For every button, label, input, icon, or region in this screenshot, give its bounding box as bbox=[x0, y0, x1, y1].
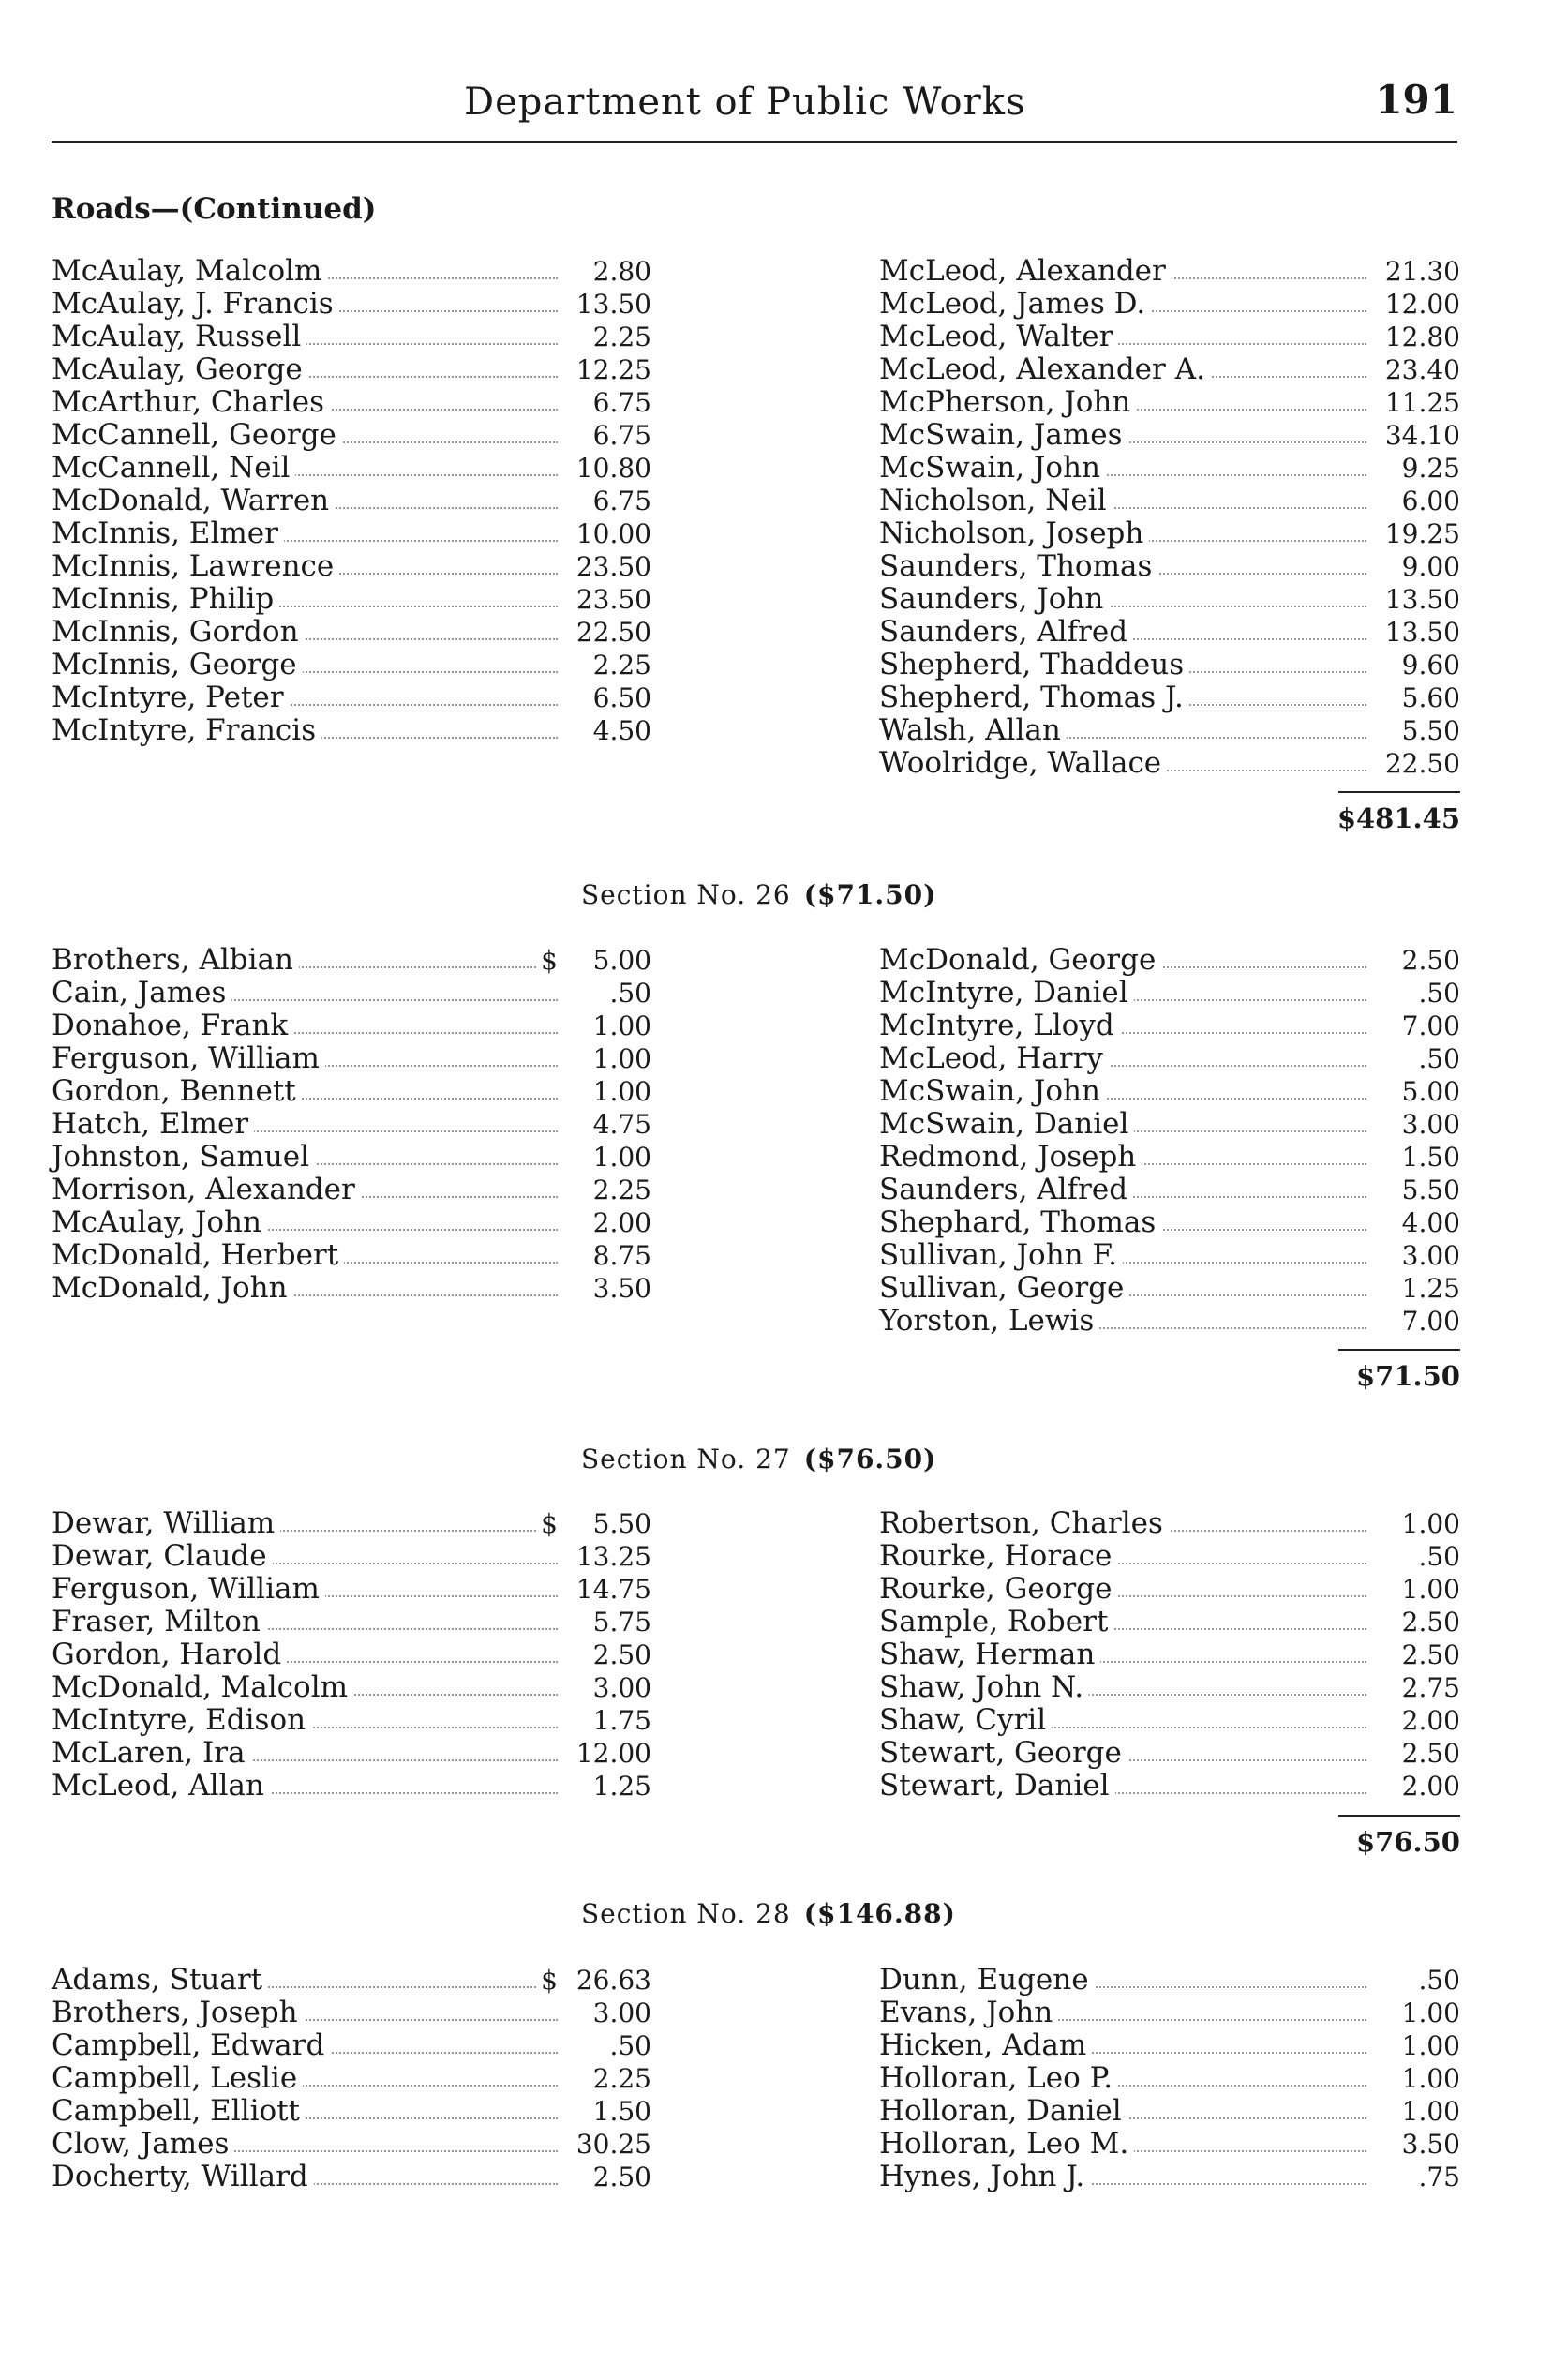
payee-name: McInnis, Lawrence bbox=[52, 550, 339, 583]
ledger-row bbox=[879, 1507, 1460, 1540]
section-28-amount: ($146.88) bbox=[803, 1898, 956, 1929]
section-26-label: Section No. 26 bbox=[581, 879, 791, 910]
ledger-row bbox=[879, 1010, 1460, 1042]
roads-heading: Roads—(Continued) bbox=[52, 192, 377, 226]
ledger-row bbox=[879, 1671, 1460, 1704]
payee-name: Donahoe, Frank bbox=[52, 1010, 293, 1042]
payment-amount: 2.25 bbox=[592, 650, 651, 681]
roads-total: $481.45 bbox=[1337, 802, 1460, 834]
payee-name: Shepherd, Thaddeus bbox=[879, 649, 1189, 681]
section-27-left-column bbox=[52, 1507, 651, 1803]
ledger-row bbox=[879, 944, 1460, 977]
ledger-row bbox=[52, 1997, 651, 2029]
payment-amount: 3.00 bbox=[1401, 1109, 1460, 1140]
ledger-row bbox=[52, 321, 651, 353]
ledger-row bbox=[52, 1573, 651, 1606]
payee-name: Ferguson, William bbox=[52, 1042, 325, 1075]
ledger-row bbox=[879, 353, 1460, 386]
dollar-sign: $ bbox=[537, 1964, 558, 1997]
payee-name: McAulay, Malcolm bbox=[52, 255, 327, 288]
ledger-row bbox=[52, 681, 651, 714]
payee-name: Woolridge, Wallace bbox=[879, 747, 1167, 780]
payment-amount: 1.00 bbox=[1401, 2063, 1460, 2094]
payment-amount: .50 bbox=[609, 2030, 651, 2061]
payment-amount: .50 bbox=[1418, 1043, 1460, 1074]
payment-amount: 11.25 bbox=[1384, 387, 1460, 418]
payment-amount: 9.00 bbox=[1401, 551, 1460, 582]
payee-name: Shepherd, Thomas J. bbox=[879, 681, 1189, 714]
page-number: 191 bbox=[1375, 77, 1457, 123]
ledger-row bbox=[52, 2161, 651, 2193]
payment-amount: 1.25 bbox=[1401, 1273, 1460, 1304]
payment-amount: 3.50 bbox=[592, 1273, 651, 1304]
ledger-row bbox=[879, 1770, 1460, 1803]
ledger-row bbox=[879, 485, 1460, 517]
payment-amount: 12.80 bbox=[1384, 322, 1460, 352]
payment-amount: 19.25 bbox=[1384, 518, 1460, 549]
ledger-row bbox=[879, 2128, 1460, 2161]
payment-amount: 30.25 bbox=[575, 2129, 651, 2160]
ledger-row bbox=[879, 419, 1460, 452]
payment-amount: 4.00 bbox=[1401, 1207, 1460, 1238]
ledger-row bbox=[52, 386, 651, 419]
payee-name: Shaw, Cyril bbox=[879, 1704, 1052, 1737]
total-rule bbox=[1338, 1349, 1460, 1351]
payee-name: Sample, Robert bbox=[879, 1606, 1113, 1638]
payee-name: McAulay, J. Francis bbox=[52, 288, 339, 321]
ledger-row bbox=[52, 1638, 651, 1671]
payment-amount: 5.00 bbox=[592, 945, 651, 976]
payee-name: McDonald, Warren bbox=[52, 485, 335, 517]
ledger-row bbox=[52, 1964, 651, 1997]
payment-amount: 1.00 bbox=[1401, 2030, 1460, 2061]
ledger-row bbox=[52, 1174, 651, 1206]
payment-amount: 26.63 bbox=[575, 1965, 651, 1996]
ledger-row bbox=[52, 649, 651, 681]
ledger-row bbox=[52, 517, 651, 550]
ledger-row bbox=[879, 1206, 1460, 1239]
payee-name: Yorston, Lewis bbox=[879, 1305, 1099, 1338]
ledger-row bbox=[879, 1540, 1460, 1573]
payee-name: Saunders, John bbox=[879, 583, 1109, 616]
payment-amount: 5.50 bbox=[592, 1508, 651, 1539]
payee-name: McAulay, George bbox=[52, 353, 308, 386]
payee-name: Hynes, John J. bbox=[879, 2161, 1090, 2193]
payee-name: Gordon, Harold bbox=[52, 1638, 287, 1671]
ledger-row bbox=[879, 255, 1460, 288]
payee-name: Brothers, Joseph bbox=[52, 1997, 304, 2029]
payee-name: McLeod, Alexander A. bbox=[879, 353, 1211, 386]
ledger-row bbox=[879, 2029, 1460, 2062]
payment-amount: 2.50 bbox=[592, 2162, 651, 2192]
total-rule bbox=[1338, 1815, 1460, 1817]
payee-name: Brothers, Albian bbox=[52, 944, 299, 977]
page-title: Department of Public Works bbox=[464, 81, 1026, 124]
payment-amount: 13.50 bbox=[1384, 617, 1460, 648]
ledger-row bbox=[52, 1075, 651, 1108]
payee-name: Holloran, Leo P. bbox=[879, 2062, 1118, 2095]
section-26-total: $71.50 bbox=[1356, 1360, 1460, 1392]
ledger-row bbox=[52, 353, 651, 386]
ledger-row bbox=[879, 1573, 1460, 1606]
ledger-row bbox=[879, 1638, 1460, 1671]
dollar-sign: $ bbox=[537, 944, 558, 977]
payee-name: Shephard, Thomas bbox=[879, 1206, 1161, 1239]
payee-name: Fraser, Milton bbox=[52, 1606, 266, 1638]
ledger-row bbox=[52, 1507, 651, 1540]
payee-name: Rourke, Horace bbox=[879, 1540, 1117, 1573]
ledger-row bbox=[52, 1042, 651, 1075]
payee-name: Stewart, George bbox=[879, 1737, 1127, 1770]
payee-name: McInnis, Philip bbox=[52, 583, 279, 616]
payee-name: McIntyre, Francis bbox=[52, 714, 321, 747]
payment-amount: 21.30 bbox=[1384, 256, 1460, 287]
payment-amount: 13.25 bbox=[575, 1541, 651, 1572]
payment-amount: 1.00 bbox=[1401, 1574, 1460, 1605]
payment-amount: 1.25 bbox=[592, 1771, 651, 1802]
payment-amount: 1.00 bbox=[592, 1076, 651, 1107]
section-26-amount: ($71.50) bbox=[803, 879, 937, 910]
payment-amount: 2.00 bbox=[1401, 1705, 1460, 1736]
payment-amount: .50 bbox=[1418, 1965, 1460, 1996]
dollar-sign: $ bbox=[537, 1507, 558, 1540]
payee-name: Redmond, Joseph bbox=[879, 1141, 1142, 1174]
ledger-row bbox=[879, 1272, 1460, 1305]
payee-name: Docherty, Willard bbox=[52, 2161, 314, 2193]
payee-name: Saunders, Thomas bbox=[879, 550, 1157, 583]
payment-amount: 2.00 bbox=[592, 1207, 651, 1238]
ledger-row bbox=[879, 2161, 1460, 2193]
ledger-row bbox=[52, 2095, 651, 2128]
total-rule bbox=[1338, 791, 1460, 793]
ledger-row bbox=[879, 977, 1460, 1010]
payee-name: McLeod, Harry bbox=[879, 1042, 1109, 1075]
payment-amount: 13.50 bbox=[1384, 584, 1460, 615]
ledger-row bbox=[52, 583, 651, 616]
ledger-row bbox=[879, 321, 1460, 353]
payee-name: McDonald, Herbert bbox=[52, 1239, 344, 1272]
ledger-row bbox=[52, 1239, 651, 1272]
ledger-row bbox=[52, 419, 651, 452]
ledger-row bbox=[52, 1737, 651, 1770]
payment-amount: 3.50 bbox=[1401, 2129, 1460, 2160]
payment-amount: .50 bbox=[1418, 978, 1460, 1009]
payment-amount: 9.25 bbox=[1401, 453, 1460, 484]
payee-name: McLeod, Alexander bbox=[879, 255, 1172, 288]
payee-name: Clow, James bbox=[52, 2128, 234, 2161]
payee-name: Johnston, Samuel bbox=[52, 1141, 315, 1174]
payee-name: Shaw, John N. bbox=[879, 1671, 1089, 1704]
payee-name: Campbell, Leslie bbox=[52, 2062, 303, 2095]
payment-amount: 3.00 bbox=[592, 1672, 651, 1703]
payee-name: Nicholson, Joseph bbox=[879, 517, 1149, 550]
payee-name: McDonald, Malcolm bbox=[52, 1671, 353, 1704]
section-28-left-column bbox=[52, 1964, 651, 2193]
payment-amount: 3.00 bbox=[1401, 1240, 1460, 1271]
ledger-row bbox=[879, 1964, 1460, 1997]
payee-name: Walsh, Allan bbox=[879, 714, 1067, 747]
payment-amount: .50 bbox=[609, 978, 651, 1009]
payment-amount: 5.50 bbox=[1401, 715, 1460, 746]
ledger-row bbox=[879, 1997, 1460, 2029]
ledger-row bbox=[879, 1108, 1460, 1141]
payee-name: Stewart, Daniel bbox=[879, 1770, 1115, 1803]
payment-amount: 23.50 bbox=[575, 584, 651, 615]
payee-name: Dewar, Claude bbox=[52, 1540, 273, 1573]
payment-amount: 34.10 bbox=[1384, 420, 1460, 451]
payment-amount: 6.50 bbox=[592, 682, 651, 713]
payment-amount: 4.50 bbox=[592, 715, 651, 746]
payee-name: McIntyre, Edison bbox=[52, 1704, 311, 1737]
ledger-row bbox=[52, 452, 651, 485]
payment-amount: 2.25 bbox=[592, 1175, 651, 1205]
payee-name: McInnis, Gordon bbox=[52, 616, 305, 649]
payee-name: McDonald, John bbox=[52, 1272, 293, 1305]
payee-name: Gordon, Bennett bbox=[52, 1075, 302, 1108]
payee-name: Dewar, William bbox=[52, 1507, 280, 1540]
payee-name: Ferguson, William bbox=[52, 1573, 325, 1606]
payment-amount: 4.75 bbox=[592, 1109, 651, 1140]
ledger-row bbox=[879, 452, 1460, 485]
ledger-row bbox=[879, 1075, 1460, 1108]
section-27-amount: ($76.50) bbox=[803, 1444, 937, 1474]
payment-amount: 13.50 bbox=[575, 289, 651, 320]
payment-amount: 5.60 bbox=[1401, 682, 1460, 713]
payment-amount: 2.50 bbox=[1401, 1639, 1460, 1670]
payment-amount: 1.00 bbox=[592, 1043, 651, 1074]
payment-amount: 22.50 bbox=[575, 617, 651, 648]
ledger-row bbox=[52, 944, 651, 977]
ledger-row bbox=[879, 681, 1460, 714]
section-28-right-column bbox=[879, 1964, 1460, 2193]
payee-name: McIntyre, Lloyd bbox=[879, 1010, 1120, 1042]
payee-name: Hatch, Elmer bbox=[52, 1108, 254, 1141]
ledger-row bbox=[52, 1540, 651, 1573]
section-27-label: Section No. 27 bbox=[581, 1444, 791, 1474]
payee-name: Adams, Stuart bbox=[52, 1964, 268, 1997]
payment-amount: 2.50 bbox=[1401, 945, 1460, 976]
payee-name: Morrison, Alexander bbox=[52, 1174, 361, 1206]
payee-name: McCannell, Neil bbox=[52, 452, 295, 485]
ledger-row bbox=[52, 1606, 651, 1638]
payment-amount: 2.80 bbox=[592, 256, 651, 287]
ledger-row bbox=[879, 747, 1460, 780]
payment-amount: 1.75 bbox=[592, 1705, 651, 1736]
payee-name: Dunn, Eugene bbox=[879, 1964, 1095, 1997]
payee-name: McInnis, Elmer bbox=[52, 517, 284, 550]
ledger-row bbox=[879, 649, 1460, 681]
payment-amount: .75 bbox=[1418, 2162, 1460, 2192]
ledger-row bbox=[879, 1606, 1460, 1638]
payment-amount: .50 bbox=[1418, 1541, 1460, 1572]
ledger-row bbox=[52, 977, 651, 1010]
payee-name: McInnis, George bbox=[52, 649, 303, 681]
payee-name: McIntyre, Peter bbox=[52, 681, 290, 714]
payment-amount: 23.40 bbox=[1384, 354, 1460, 385]
payment-amount: 1.00 bbox=[1401, 2096, 1460, 2127]
roads-right-column bbox=[879, 255, 1460, 780]
ledger-row bbox=[52, 616, 651, 649]
payment-amount: 10.00 bbox=[575, 518, 651, 549]
payment-amount: 6.75 bbox=[592, 387, 651, 418]
ledger-row bbox=[879, 1737, 1460, 1770]
ledger-row bbox=[52, 714, 651, 747]
payment-amount: 2.50 bbox=[592, 1639, 651, 1670]
ledger-row bbox=[52, 1206, 651, 1239]
payee-name: McAulay, John bbox=[52, 1206, 267, 1239]
payee-name: McSwain, James bbox=[879, 419, 1128, 452]
payee-name: McDonald, George bbox=[879, 944, 1161, 977]
payee-name: Nicholson, Neil bbox=[879, 485, 1113, 517]
section-26-right-column bbox=[879, 944, 1460, 1338]
payment-amount: 1.00 bbox=[592, 1010, 651, 1041]
section-26-title bbox=[581, 879, 936, 910]
payment-amount: 2.00 bbox=[1401, 1771, 1460, 1802]
ledger-row bbox=[879, 1239, 1460, 1272]
ledger-row bbox=[52, 288, 651, 321]
payment-amount: 7.00 bbox=[1401, 1306, 1460, 1337]
ledger-row bbox=[879, 1305, 1460, 1338]
section-28-label: Section No. 28 bbox=[581, 1898, 791, 1929]
section-28-title bbox=[581, 1898, 956, 1929]
section-26-left-column bbox=[52, 944, 651, 1305]
payee-name: Hicken, Adam bbox=[879, 2029, 1092, 2062]
ledger-row bbox=[879, 2095, 1460, 2128]
payee-name: McPherson, John bbox=[879, 386, 1136, 419]
page-header bbox=[52, 73, 1457, 139]
payment-amount: 9.60 bbox=[1401, 650, 1460, 681]
payment-amount: 14.75 bbox=[575, 1574, 651, 1605]
payment-amount: 22.50 bbox=[1384, 748, 1460, 779]
payee-name: McLeod, Allan bbox=[52, 1770, 270, 1803]
payee-name: Saunders, Alfred bbox=[879, 1174, 1133, 1206]
payee-name: Cain, James bbox=[52, 977, 231, 1010]
ledger-row bbox=[52, 2128, 651, 2161]
ledger-row bbox=[879, 386, 1460, 419]
payment-amount: 2.25 bbox=[592, 2063, 651, 2094]
payee-name: McIntyre, Daniel bbox=[879, 977, 1134, 1010]
payment-amount: 3.00 bbox=[592, 1997, 651, 2028]
payee-name: McAulay, Russell bbox=[52, 321, 306, 353]
ledger-row bbox=[52, 1770, 651, 1803]
payment-amount: 1.00 bbox=[592, 1142, 651, 1173]
payee-name: Campbell, Edward bbox=[52, 2029, 330, 2062]
payment-amount: 12.00 bbox=[575, 1738, 651, 1769]
payment-amount: 12.25 bbox=[575, 354, 651, 385]
payee-name: Evans, John bbox=[879, 1997, 1058, 2029]
payment-amount: 1.50 bbox=[592, 2096, 651, 2127]
ledger-row bbox=[879, 1704, 1460, 1737]
ledger-row bbox=[879, 550, 1460, 583]
header-rule bbox=[52, 141, 1457, 143]
payee-name: Rourke, George bbox=[879, 1573, 1117, 1606]
ledger-row bbox=[52, 255, 651, 288]
payment-amount: 7.00 bbox=[1401, 1010, 1460, 1041]
section-27-title bbox=[581, 1444, 936, 1474]
ledger-row bbox=[879, 714, 1460, 747]
payment-amount: 5.50 bbox=[1401, 1175, 1460, 1205]
payment-amount: 2.50 bbox=[1401, 1607, 1460, 1638]
payee-name: Holloran, Leo M. bbox=[879, 2128, 1134, 2161]
payee-name: McSwain, John bbox=[879, 1075, 1106, 1108]
ledger-row bbox=[879, 517, 1460, 550]
ledger-row bbox=[52, 2062, 651, 2095]
payment-amount: 2.25 bbox=[592, 322, 651, 352]
payment-amount: 6.75 bbox=[592, 420, 651, 451]
payee-name: Sullivan, George bbox=[879, 1272, 1129, 1305]
payment-amount: 2.75 bbox=[1401, 1672, 1460, 1703]
ledger-row bbox=[879, 288, 1460, 321]
payment-amount: 1.00 bbox=[1401, 1508, 1460, 1539]
ledger-row bbox=[879, 1174, 1460, 1206]
payee-name: Shaw, Herman bbox=[879, 1638, 1100, 1671]
payment-amount: 1.00 bbox=[1401, 1997, 1460, 2028]
payee-name: Holloran, Daniel bbox=[879, 2095, 1127, 2128]
payee-name: Saunders, Alfred bbox=[879, 616, 1133, 649]
ledger-row bbox=[52, 1141, 651, 1174]
payee-name: Robertson, Charles bbox=[879, 1507, 1169, 1540]
ledger-row bbox=[879, 616, 1460, 649]
payment-amount: 5.75 bbox=[592, 1607, 651, 1638]
payment-amount: 8.75 bbox=[592, 1240, 651, 1271]
ledger-row bbox=[52, 550, 651, 583]
payment-amount: 12.00 bbox=[1384, 289, 1460, 320]
payee-name: McLeod, Walter bbox=[879, 321, 1118, 353]
ledger-row bbox=[52, 1010, 651, 1042]
payee-name: Sullivan, John F. bbox=[879, 1239, 1123, 1272]
payee-name: McLaren, Ira bbox=[52, 1737, 251, 1770]
payment-amount: 23.50 bbox=[575, 551, 651, 582]
section-27-total: $76.50 bbox=[1356, 1826, 1460, 1858]
payment-amount: 6.00 bbox=[1401, 486, 1460, 516]
payment-amount: 5.00 bbox=[1401, 1076, 1460, 1107]
payment-amount: 10.80 bbox=[575, 453, 651, 484]
ledger-row bbox=[52, 1704, 651, 1737]
payee-name: McLeod, James D. bbox=[879, 288, 1151, 321]
roads-left-column bbox=[52, 255, 651, 747]
payee-name: McCannell, George bbox=[52, 419, 342, 452]
ledger-row bbox=[52, 1108, 651, 1141]
payee-name: Campbell, Elliott bbox=[52, 2095, 306, 2128]
ledger-row bbox=[879, 1141, 1460, 1174]
ledger-row bbox=[52, 1272, 651, 1305]
section-27-right-column bbox=[879, 1507, 1460, 1803]
payee-name: McArthur, Charles bbox=[52, 386, 330, 419]
payee-name: McSwain, Daniel bbox=[879, 1108, 1134, 1141]
payment-amount: 2.50 bbox=[1401, 1738, 1460, 1769]
ledger-row bbox=[879, 583, 1460, 616]
payee-name: McSwain, John bbox=[879, 452, 1106, 485]
payment-amount: 6.75 bbox=[592, 486, 651, 516]
ledger-row bbox=[52, 1671, 651, 1704]
ledger-row bbox=[52, 2029, 651, 2062]
ledger-row bbox=[52, 485, 651, 517]
payment-amount: 1.50 bbox=[1401, 1142, 1460, 1173]
ledger-row bbox=[879, 2062, 1460, 2095]
ledger-row bbox=[879, 1042, 1460, 1075]
